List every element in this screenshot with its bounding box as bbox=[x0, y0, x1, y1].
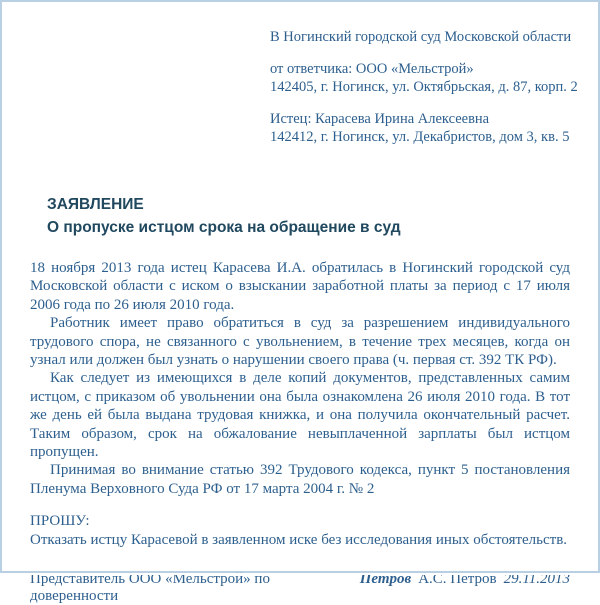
defendant-name: от ответчика: ООО «Мельстрой» bbox=[270, 61, 474, 77]
signature-block bbox=[360, 571, 570, 588]
defendant-address: 142405, г. Ногинск, ул. Октябрьская, д. 87, корп. 2 bbox=[270, 79, 578, 95]
body-paragraph: Принимая во внимание статью 392 Трудового кодекса, пункт 5 постановления Пленума Верховного Суда РФ от 17 марта 2004 г. № 2 bbox=[30, 462, 570, 497]
document-footer bbox=[30, 571, 570, 605]
body-paragraph: Как следует из имеющихся в деле копий документов, представленных самим истцом, с приказом об увольнении она была ознакомлена 26 июля 2010 года. В тот же день ей была выдана трудовая книжка, и она получила окончательный расчет. Таким образом, срок на обжалование невыплаченной зарплаты был истцом пропущен. bbox=[30, 370, 570, 461]
document-title-block bbox=[47, 193, 570, 239]
plaintiff-block bbox=[270, 110, 570, 146]
court-name: В Ногинский городской суд Московской области bbox=[270, 29, 572, 45]
representative-line: Представитель ООО «Мельстрой» по доверенности bbox=[30, 571, 270, 605]
plaintiff-address: 142412, г. Ногинск, ул. Декабристов, дом 3, кв. 5 bbox=[270, 129, 570, 145]
body-paragraph: Работник имеет право обратиться в суд за разрешением индивидуального трудового спора, не связанного с увольнением, в течение трех месяцев, когда он узнал или должен был узнать о нарушении своего права (ч. первая ст. 392 ТК РФ). bbox=[30, 315, 570, 369]
court-block bbox=[270, 28, 570, 46]
plaintiff-name: Истец: Карасева Ирина Алексеевна bbox=[270, 111, 490, 127]
signatory-name: А.С. Петров bbox=[418, 571, 497, 588]
request-label: ПРОШУ: bbox=[30, 513, 90, 530]
defendant-block bbox=[270, 60, 578, 96]
document-title: ЗАЯВЛЕНИЕ bbox=[47, 196, 144, 213]
document-content bbox=[2, 2, 598, 605]
signature-date: 29.11.2013 bbox=[503, 571, 570, 588]
document-subtitle: О пропуске истцом срока на обращение в суд bbox=[47, 219, 401, 236]
document-header bbox=[270, 28, 578, 146]
document-body bbox=[30, 259, 570, 549]
body-paragraph: 18 ноября 2013 года истец Карасева И.А. обратилась в Ногинский городской суд Московской области с иском о взыскании заработной платы за период с 17 июля 2006 года по 26 июля 2010 года. bbox=[30, 260, 570, 313]
request-text: Отказать истцу Карасевой в заявленном иске без исследования иных обстоятельств. bbox=[30, 531, 568, 548]
handwritten-signature: Петров bbox=[359, 571, 412, 588]
